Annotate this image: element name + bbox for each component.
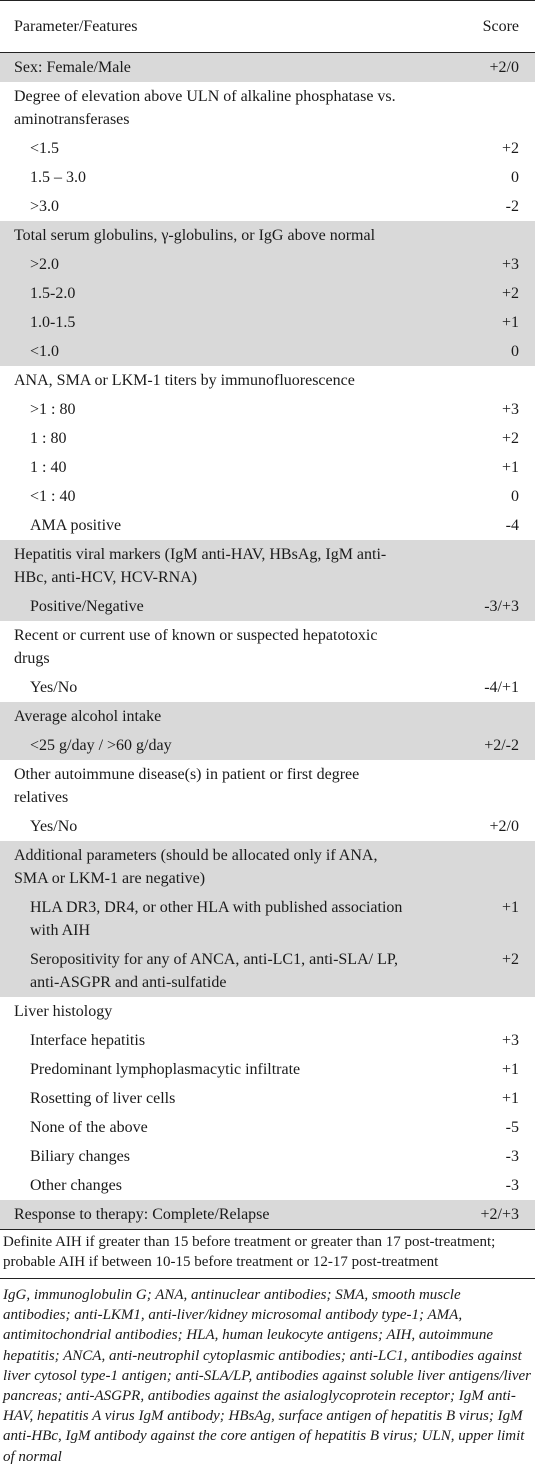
table-row xyxy=(0,163,535,192)
row-score: -3 xyxy=(505,1148,519,1165)
row-score: +2/-2 xyxy=(425,731,535,760)
row-label: >2.0 xyxy=(0,250,425,279)
definition-footnote: Definite AIH if greater than 15 before treatment or greater than 17 post-treatment; probable AIH if between 10-15 before treatment or 12-17 post-treatment xyxy=(0,1230,535,1279)
row-label: Predominant lymphoplasmacytic infiltrate xyxy=(30,1061,301,1078)
table-row xyxy=(0,337,535,366)
row-label: 1.5 – 3.0 xyxy=(30,169,86,186)
row-label: <25 g/day / >60 g/day xyxy=(0,731,425,760)
row-label: <1 : 40 xyxy=(30,488,76,505)
row-score: +3 xyxy=(501,1032,519,1049)
row-label: 1 : 80 xyxy=(30,430,67,447)
table-row xyxy=(0,945,535,997)
table-row xyxy=(0,731,535,760)
section-label: Hepatitis viral markers (IgM anti-HAV, HBsAg, IgM anti-HBc, anti-HCV, HCV-RNA) xyxy=(0,540,425,592)
section-label: ANA, SMA or LKM-1 titers by immunofluorescence xyxy=(14,372,355,389)
row-label: Seropositivity for any of ANCA, anti-LC1, anti-SLA/ LP, anti-ASGPR and anti-sulfatide xyxy=(0,945,425,997)
row-score: -5 xyxy=(505,1119,519,1136)
row-score: +1 xyxy=(501,1090,519,1107)
section-label: Degree of elevation above ULN of alkaline phosphatase vs. aminotransferases xyxy=(14,88,396,128)
row-label: 1.0-1.5 xyxy=(0,308,425,337)
table-row xyxy=(0,308,535,337)
row-label: Yes/No xyxy=(30,679,78,696)
table-row xyxy=(0,1200,535,1230)
section-header-row xyxy=(0,760,535,812)
table-row xyxy=(0,53,535,83)
column-header-score: Score xyxy=(425,1,535,53)
row-score: +1 xyxy=(425,308,535,337)
section-label: Recent or current use of known or suspected hepatotoxic drugs xyxy=(14,627,378,667)
row-score: -3/+3 xyxy=(425,592,535,621)
row-score: +3 xyxy=(501,401,519,418)
column-header-parameter: Parameter/Features xyxy=(0,1,425,53)
abbreviations-footnote: IgG, immunoglobulin G; ANA, antinuclear antibodies; SMA, smooth muscle antibodies; anti-LKM1, anti-liver/kidney microsomal antibody type-1; AMA, antimitochondrial antibodies; HLA, human leukocyte antigens; AIH, autoimmune hepatitis; ANCA, anti-neutrophil cytoplasmic antibodies; anti-LC1, antibodies against liver cytosol type-1 antigen; anti-SLA/LP, antibodies against soluble liver antigens/liver pancreas; anti-ASGPR, antibodies against the asialoglycoprotein receptor; IgM anti-HAV, hepatitis A virus IgM antibody; HBsAg, surface antigen of hepatitis B virus; IgM anti-HBc, IgM antibody against the core antigen of hepatitis B virus; ULN, upper limit of normal xyxy=(3,1287,531,1465)
table-row xyxy=(0,1055,535,1084)
section-label: Liver histology xyxy=(14,1003,113,1020)
row-label: Sex: Female/Male xyxy=(0,53,425,83)
row-score: -3 xyxy=(505,1177,519,1194)
row-score: +1 xyxy=(425,893,535,945)
table-row xyxy=(0,279,535,308)
table-header-row xyxy=(0,1,535,53)
row-score: +2 xyxy=(425,945,535,997)
section-label: Total serum globulins, γ-globulins, or IgG above normal xyxy=(0,221,425,250)
row-label: 1.5-2.0 xyxy=(0,279,425,308)
table-row xyxy=(0,592,535,621)
row-label: >3.0 xyxy=(30,198,60,215)
table-row xyxy=(0,511,535,540)
table-row xyxy=(0,250,535,279)
row-label: HLA DR3, DR4, or other HLA with published association with AIH xyxy=(0,893,425,945)
table-row xyxy=(0,424,535,453)
row-label: Rosetting of liver cells xyxy=(30,1090,176,1107)
section-header-row xyxy=(0,221,535,250)
section-header-row xyxy=(0,82,535,134)
row-score: +2/0 xyxy=(489,818,519,835)
table-row xyxy=(0,134,535,163)
row-label: Response to therapy: Complete/Relapse xyxy=(0,1200,425,1230)
row-label: 1 : 40 xyxy=(30,459,67,476)
row-score: +2/+3 xyxy=(425,1200,535,1230)
row-score: -2 xyxy=(505,198,519,215)
table-row xyxy=(0,893,535,945)
section-header-row xyxy=(0,366,535,395)
section-label: Other autoimmune disease(s) in patient or first degree relatives xyxy=(14,766,360,806)
table-row xyxy=(0,192,535,221)
row-score: +2 xyxy=(501,140,519,157)
row-label: Other changes xyxy=(30,1177,122,1194)
table-row xyxy=(0,1142,535,1171)
row-score: 0 xyxy=(511,169,519,186)
row-score: +2/0 xyxy=(425,53,535,83)
row-score: 0 xyxy=(511,488,519,505)
section-header-row xyxy=(0,702,535,731)
table-row xyxy=(0,812,535,841)
section-header-row xyxy=(0,841,535,893)
row-label: Interface hepatitis xyxy=(30,1032,146,1049)
row-score: 0 xyxy=(425,337,535,366)
row-score: +1 xyxy=(501,459,519,476)
row-score: +3 xyxy=(425,250,535,279)
row-label: AMA positive xyxy=(30,517,122,534)
table-row xyxy=(0,1026,535,1055)
row-label: <1.5 xyxy=(30,140,60,157)
row-score: -4 xyxy=(505,517,519,534)
row-label: Biliary changes xyxy=(30,1148,130,1165)
row-label: None of the above xyxy=(30,1119,148,1136)
table-row xyxy=(0,673,535,702)
row-label: Yes/No xyxy=(30,818,78,835)
row-label: Positive/Negative xyxy=(0,592,425,621)
row-score: +2 xyxy=(501,430,519,447)
section-header-row xyxy=(0,621,535,673)
table-row xyxy=(0,482,535,511)
table-row xyxy=(0,1084,535,1113)
section-header-row xyxy=(0,997,535,1026)
row-label: >1 : 80 xyxy=(30,401,76,418)
section-label: Additional parameters (should be allocated only if ANA, SMA or LKM-1 are negative) xyxy=(0,841,425,893)
row-score: +1 xyxy=(501,1061,519,1078)
section-header-row xyxy=(0,540,535,592)
row-score: -4/+1 xyxy=(484,679,519,696)
section-label: Average alcohol intake xyxy=(0,702,425,731)
row-score: +2 xyxy=(425,279,535,308)
row-label: <1.0 xyxy=(0,337,425,366)
table-row xyxy=(0,395,535,424)
table-row xyxy=(0,453,535,482)
table-row xyxy=(0,1113,535,1142)
table-row xyxy=(0,1171,535,1200)
